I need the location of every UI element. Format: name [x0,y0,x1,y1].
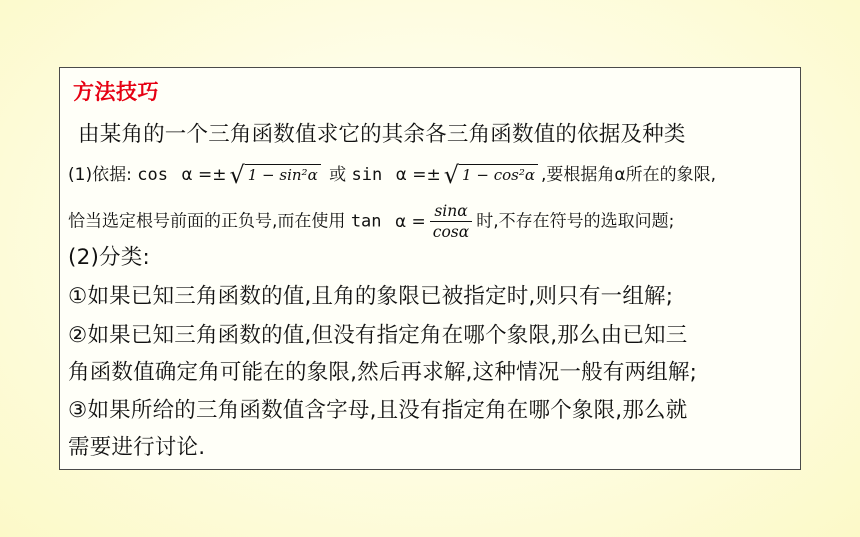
tan-label: tan [350,211,382,232]
basis-prefix: (1)依据: [68,165,132,185]
alpha-eq-pm-2: α =± [395,165,441,185]
case-2-text-line-2: 角函数值确定角可能在的象限,然后再求解,这种情况一般有两组解; [68,360,698,385]
alpha-eq: α = [394,211,426,232]
classification-heading: (2)分类: [68,245,150,270]
intro-text: 由某角的一个三角函数值求它的其余各三角函数值的依据及种类 [78,122,686,147]
case-3-text-line-2: 需要进行讨论. [68,435,206,460]
cos-label: cos [137,165,168,185]
section-heading: 方法技巧 [73,80,159,104]
sqrt-sin-expression: √ 1 − sin²α [229,163,320,187]
case-1-text: ①如果已知三角函数的值,且角的象限已被指定时,则只有一组解; [68,284,674,309]
tan-fraction [430,202,472,241]
or-word: 或 [329,165,347,185]
case-3-text-line-1: ③如果所给的三角函数值含字母,且没有指定角在哪个象限,那么就 [68,398,688,423]
alpha-eq-pm-1: α =± [181,165,227,185]
sin-label: sin [351,165,383,185]
fraction-denominator: cosα [432,223,470,241]
sqrt-cos-expression: √ 1 − cos²α [444,163,538,187]
fraction-numerator: sinα [430,202,472,222]
basis-suffix: ,要根据角α所在的象限, [540,165,716,185]
basis-line [68,160,716,187]
sign-choice-line [68,202,674,241]
sign-choice-prefix: 恰当选定根号前面的正负号,而在使用 [68,211,346,232]
sign-choice-suffix: 时,不存在符号的选取问题; [476,211,675,232]
case-2-text-line-1: ②如果已知三角函数的值,但没有指定角在哪个象限,那么由已知三 [68,323,688,348]
